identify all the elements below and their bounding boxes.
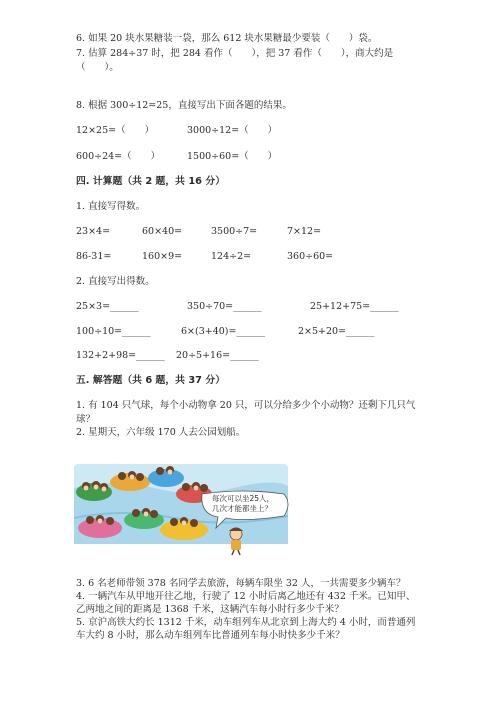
- s5-question-1-line2: 球？: [76, 414, 96, 425]
- question-7-line2: （ ）。: [76, 62, 119, 73]
- s4-q1-r1-c1: 23×4=: [76, 226, 111, 237]
- s4-q1-r1-c4: 7×12=: [287, 226, 322, 237]
- question-6: 6. 如果 20 块水果糖装一袋，那么 612 块水果糖最少要装（ ）袋。: [76, 33, 378, 44]
- s4-q1-r2-c3: 124÷2=: [211, 251, 252, 262]
- question-7-line1: 7. 估算 284÷37 时，把 284 看作（ ），把 37 看作（ ），商大约是: [76, 48, 394, 59]
- q8-item-4: 1500÷60=（ ）: [187, 151, 278, 162]
- s5-question-2: 2. 星期天，六年级 170 人去公园划船。: [76, 427, 246, 438]
- s4-q2-r1-c2: 350÷70=______: [187, 301, 262, 312]
- s4-q2-r3-c2: 20÷5+16=______: [176, 350, 259, 361]
- s4-q2-r3-c1: 132+2+98=______: [76, 350, 165, 361]
- section-4-heading: 四. 计算题（共 2 题，共 16 分）: [76, 176, 225, 187]
- cartoon-figure: [229, 528, 243, 556]
- s4-q1-r1-c2: 60×40=: [142, 226, 183, 237]
- s4-q1-r2-c1: 86-31=: [76, 251, 112, 262]
- speech-bubble-line2: 几次才能都坐上？: [212, 504, 272, 513]
- s4-q2-r2-c3: 2×5+20=______: [298, 326, 375, 337]
- s5-question-4-line1: 4. 一辆汽车从甲地开往乙地，行驶了 12 小时后离乙地还有 432 千米。已知甲、: [76, 591, 416, 602]
- s4-q1-r2-c4: 360÷60=: [287, 251, 334, 262]
- s5-question-1-line1: 1. 有 104 只气球，每个小动物拿 20 只，可以分给多少个小动物？还剩下几只气: [76, 400, 416, 411]
- question-8: 8. 根据 300÷12=25，直接写出下面各题的结果。: [76, 100, 292, 111]
- s4-question-2: 2. 直接写出得数。: [76, 276, 155, 287]
- q8-item-2: 3000÷12=（ ）: [187, 125, 278, 136]
- s5-question-5-line1: 5. 京沪高铁大约长 1312 千米，动车组列车从北京到上海大约 4 小时，而普通列: [76, 617, 416, 628]
- s4-q2-r1-c1: 25×3=______: [76, 301, 139, 312]
- s5-question-3: 3. 6 名老师带领 378 名同学去旅游，每辆车限坐 32 人，一共需要多少辆车？: [76, 578, 406, 589]
- s4-q1-r1-c3: 3500÷7=: [211, 226, 258, 237]
- s4-q2-r1-c3: 25+12+75=______: [310, 301, 399, 312]
- s5-question-5-line2: 车大约 8 小时，那么动车组列车比普通列车每小时快多少千米？: [76, 630, 345, 641]
- s4-question-1: 1. 直接写得数。: [76, 201, 146, 212]
- s4-q2-r2-c2: 6×(3+40)=______: [181, 326, 265, 337]
- q8-item-1: 12×25=（ ）: [76, 125, 155, 136]
- q8-item-3: 600÷24=（ ）: [76, 151, 161, 162]
- s5-question-4-line2: 乙两地之间的距离是 1368 千米，这辆汽车每小时行多少千米？: [76, 604, 344, 615]
- speech-bubble-line1: 每次可以坐25人，: [212, 494, 275, 503]
- s4-q2-r2-c1: 100÷10=______: [76, 326, 151, 337]
- section-5-heading: 五. 解答题（共 6 题，共 37 分）: [76, 375, 225, 386]
- s4-q1-r2-c2: 160×9=: [142, 251, 183, 262]
